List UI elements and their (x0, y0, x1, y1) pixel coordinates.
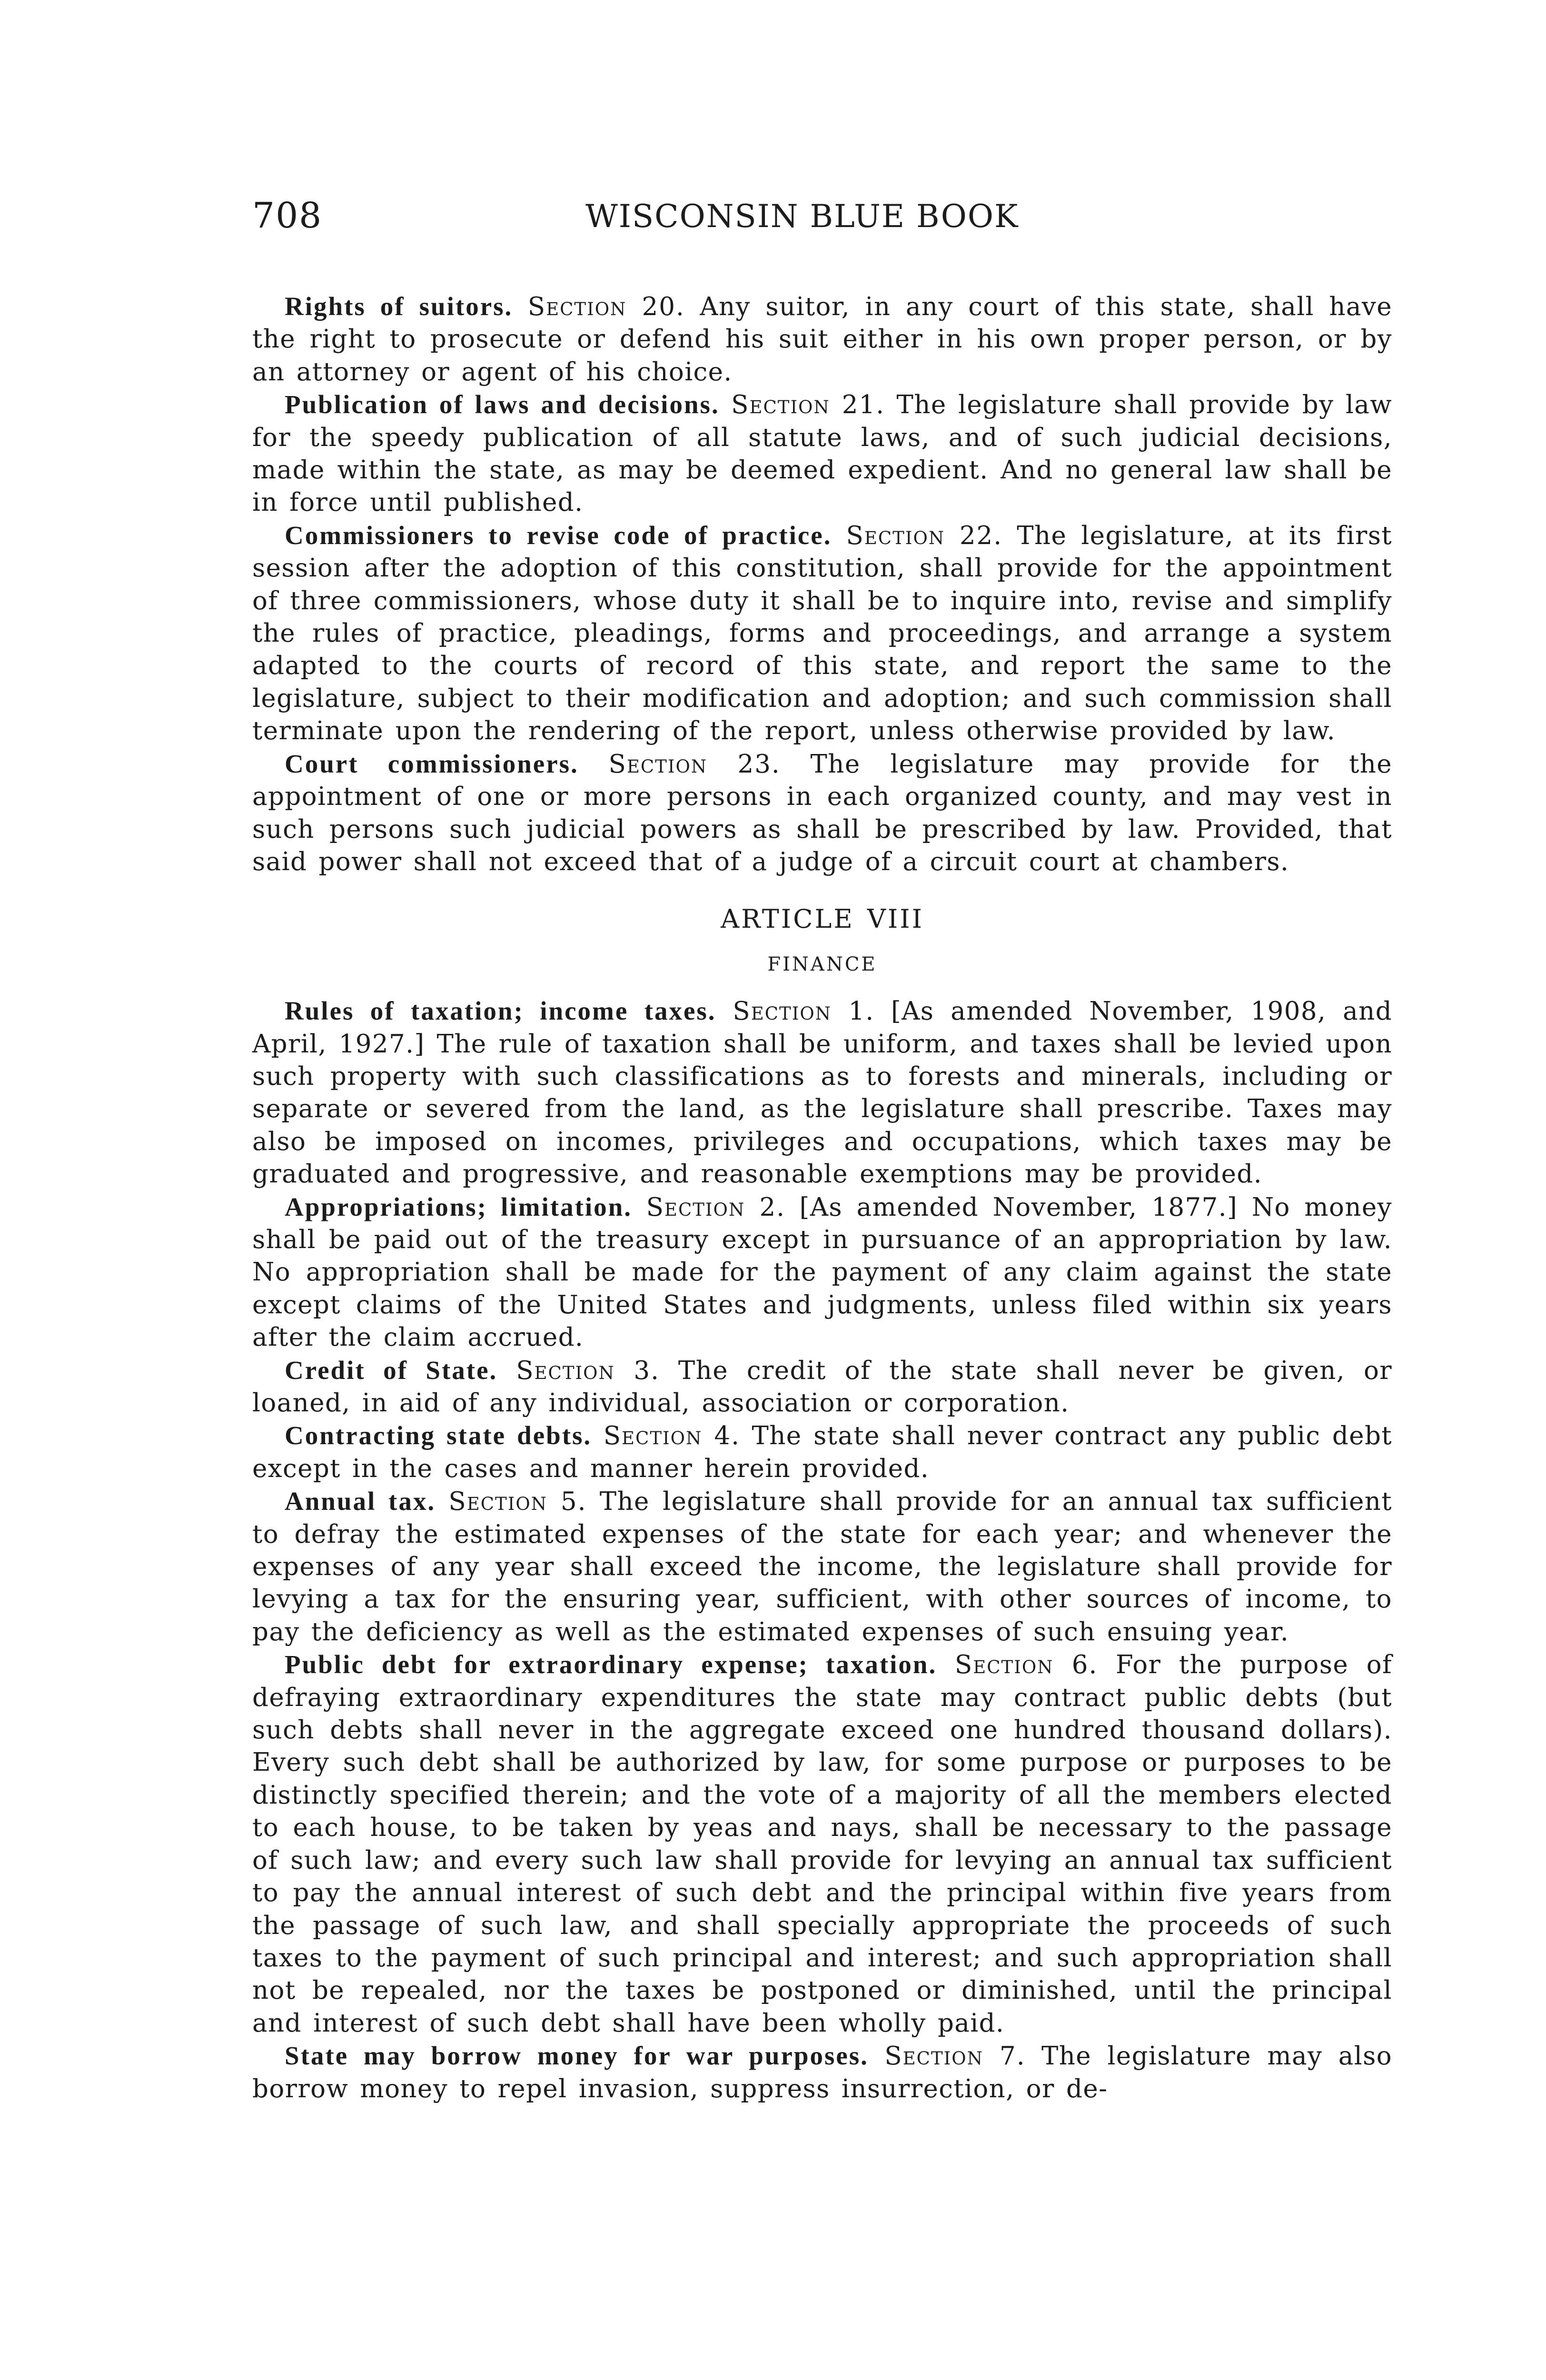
paragraph-heading: Public debt for extraordinary expense; taxation. (285, 1650, 937, 1679)
paragraph-viii-section-6 (252, 1648, 1392, 2040)
paragraph-text: [As amended November, 1908, and April, 1927.] The rule of taxation shall be uniform, and taxes shall be levied upon such property with such classifications as to forests and minerals, including or separate or severed from the land, as the legislature shall prescribe. Taxes may also be imposed on incomes, privileges and occupations, which taxes may be graduated and progressive, and reasonable exemptions may be provided. (252, 997, 1393, 1189)
paragraph-heading: Appropriations; limitation. (285, 1192, 633, 1221)
paragraph-heading: Commissioners to revise code of practice. (285, 520, 832, 550)
paragraph-heading: Contracting state debts. (285, 1421, 592, 1450)
article-title: ARTICLE VIII (721, 904, 924, 934)
paragraph-text: The legislature may provide for the appointment of one or more persons in each organized county, and may vest in such persons such judicial powers as shall be prescribed by law. Provided, that said power shall not exceed that of a judge of a circuit court at chambers. (252, 749, 1392, 876)
body-text (252, 290, 1392, 2105)
paragraph-section-21 (252, 388, 1392, 519)
paragraph-viii-section-7 (252, 2040, 1392, 2105)
paragraph-section-20 (252, 290, 1392, 388)
paragraph-text: Any suitor, in any court of this state, shall have the right to prosecute or defend his suit either in his own proper person, or by an attorney or agent of his choice. (252, 292, 1393, 387)
paragraph-viii-section-2 (252, 1191, 1392, 1354)
paragraph-section-23 (252, 748, 1392, 879)
section-label: Section 22. (846, 521, 1003, 550)
paragraph-text: The legislature shall provide for an annual tax sufficient to defray the estimated expenses of the state for each year; and whenever the expenses of any year shall exceed the income, the legislature shall provide for levying a tax for the ensuring year, sufficient, with other sources of income, to pay the deficiency as well as the estimated expenses of such ensuing year. (252, 1487, 1392, 1646)
section-label: Section 6. (954, 1650, 1098, 1680)
running-head: WISCONSIN BLUE BOOK (585, 198, 1019, 235)
paragraph-heading: Credit of State. (285, 1355, 498, 1385)
paragraph-viii-section-1 (252, 995, 1392, 1190)
section-label: Section 2. (646, 1192, 786, 1222)
paragraph-heading: Rules of taxation; income taxes. (285, 996, 716, 1026)
paragraph-text: The state shall never contract any public debt except in the cases and manner herein provided. (252, 1421, 1392, 1483)
page-header (252, 195, 1395, 252)
paragraph-text: The credit of the state shall never be given, or loaned, in aid of any individual, association or corporation. (252, 1356, 1393, 1418)
section-label: Section 3. (516, 1356, 660, 1385)
paragraph-text: For the purpose of defraying extraordinary expenditures the state may contract public debts (but such debts shall never in the aggregate exceed one hundred thousand dollars). Every such debt shall be authorized by law, for some purpose or purposes to be distinctly specified therein; and the vote of a majority of all the members elected to each house, to be taken by yeas and nays, shall be necessary to the passage of such law; and every such law shall provide for levying an annual tax sufficient to pay the annual interest of such debt and the principal within five years from the passage of such law, and shall specially appropriate the proceeds of such taxes to the payment of such principal and interest; and such appropriation shall not be repealed, nor the taxes be postponed or diminished, until the principal and interest of such debt shall have been wholly paid. (252, 1650, 1393, 2038)
paragraph-viii-section-5 (252, 1485, 1392, 1648)
section-label: Section 20. (527, 292, 685, 321)
paragraph-heading: Court commissioners. (285, 749, 579, 778)
paragraph-heading: Rights of suitors. (285, 292, 513, 321)
paragraph-text: The legislature shall provide by law for the speedy publication of all statute laws, and of such judicial decisions, made within the state, as may be deemed expedient. And no general law shall be in force until published. (252, 390, 1392, 517)
paragraph-viii-section-3 (252, 1354, 1392, 1420)
article-subtitle: FINANCE (767, 953, 877, 975)
page-number: 708 (252, 195, 323, 236)
paragraph-section-22 (252, 519, 1392, 748)
paragraph-text: The legislature may also borrow money to repel invasion, suppress insurrection, or de- (252, 2042, 1393, 2103)
paragraph-heading: Publication of laws and decisions. (285, 390, 720, 419)
paragraph-heading: State may borrow money for war purposes. (285, 2041, 869, 2071)
section-label: Section 7. (884, 2042, 1026, 2071)
section-label: Section 1. (733, 997, 875, 1026)
section-label: Section 23. (608, 749, 781, 779)
paragraph-text: [As amended November, 1877.] No money shall be paid out of the treasury except in pursuance of an appropriation by law. No appropriation shall be made for the payment of any claim against the state except claims of the United States and judgments, unless filed within six years after the claim accrued. (252, 1192, 1392, 1352)
paragraph-text: The legislature, at its first session after the adoption of this constitution, shall provide for the appointment of three commissioners, whose duty it shall be to inquire into, revise and simplify the rules of practice, pleadings, forms and proceedings, and arrange a system adapted to the courts of record of this state, and report the same to the legislature, subject to their modification and adoption; and such commission shall terminate upon the rendering of the report, unless otherwise provided by law. (252, 521, 1392, 746)
paragraph-viii-section-4 (252, 1419, 1392, 1485)
paragraph-heading: Annual tax. (285, 1487, 436, 1516)
section-label: Section 4. (603, 1421, 740, 1451)
section-label: Section 21. (731, 390, 885, 420)
section-label: Section 5. (448, 1487, 587, 1517)
